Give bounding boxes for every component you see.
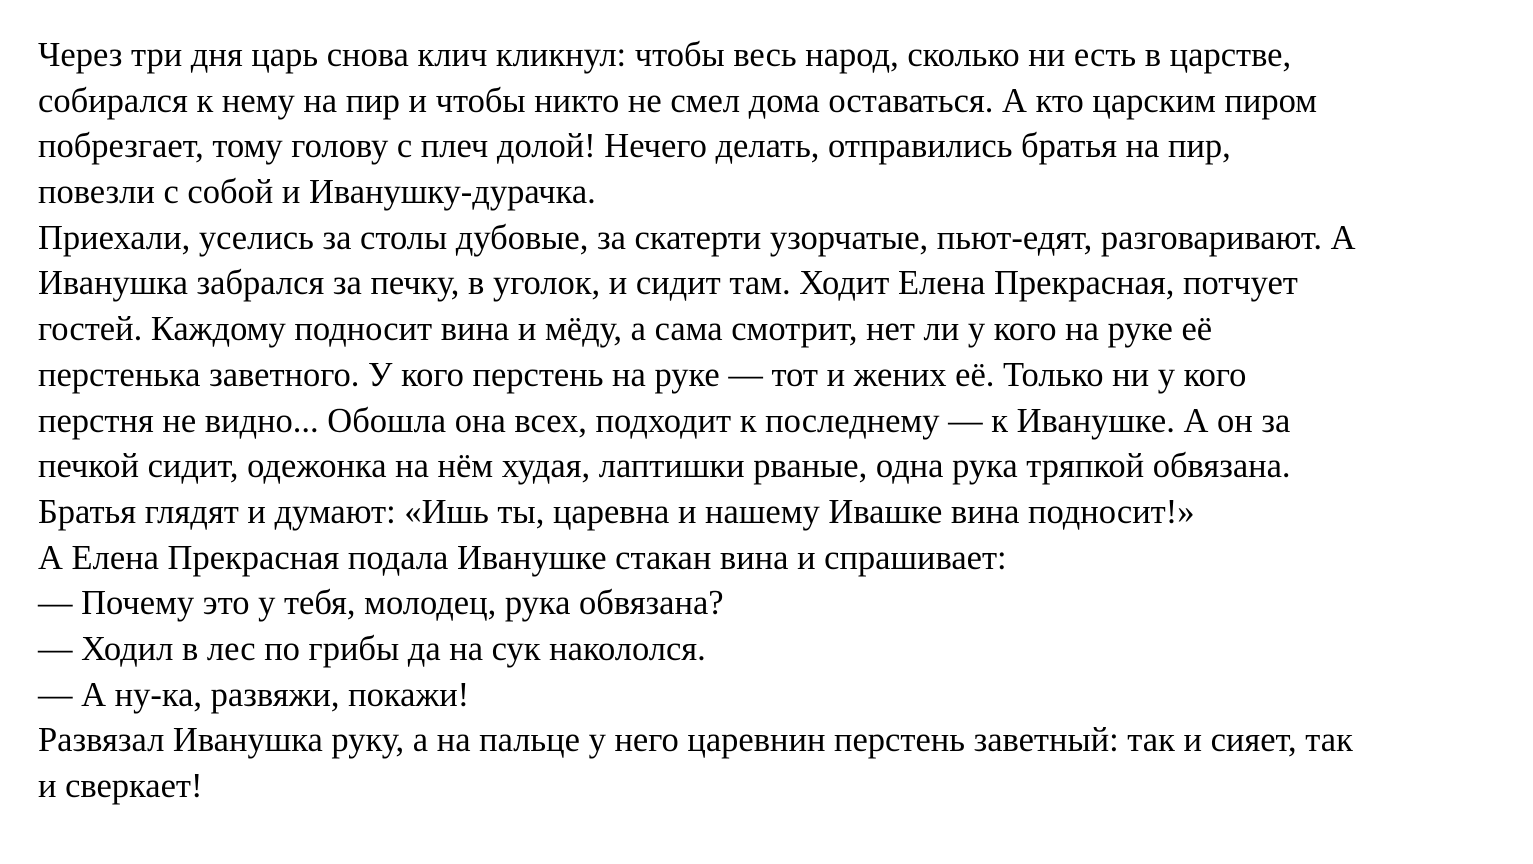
text-line: — Почему это у тебя, молодец, рука обвязана? — [38, 584, 724, 623]
text-line: печкой сидит, одежонка на нём худая, лаптишки рваные, одна рука тряпкой обвязана. — [38, 447, 1291, 486]
text-line: повезли с собой и Иванушку-дурачка. — [38, 173, 596, 212]
text-line: Через три дня царь снова клич кликнул: чтобы весь народ, сколько ни есть в царстве, — [38, 36, 1292, 74]
text-line: Иванушка забрался за печку, в уголок, и сидит там. Ходит Елена Прекрасная, потчует — [38, 264, 1298, 303]
text-line: и сверкает! — [38, 767, 203, 805]
text-line: — Ходил в лес по грибы да на сук накололся. — [38, 629, 706, 668]
text-line: А Елена Прекрасная подала Иванушке стакан вина и спрашивает: — [38, 538, 1007, 577]
document-text — [38, 33, 1513, 810]
text-line: — А ну-ка, развяжи, покажи! — [38, 675, 470, 714]
text-line: Развязал Иванушка руку, а на пальце у него царевнин перстень заветный: так и сияет, так — [38, 721, 1353, 760]
text-line: перстня не видно... Обошла она всех, подходит к последнему — к Иванушке. А он за — [38, 401, 1291, 440]
text-line: Приехали, уселись за столы дубовые, за скатерти узорчатые, пьют-едят, разговаривают. А — [38, 218, 1356, 257]
text-line: Братья глядят и думают: «Ишь ты, царевна и нашему Ивашке вина подносит!» — [38, 492, 1195, 531]
text-line: побрезгает, тому голову с плеч долой! Нечего делать, отправились братья на пир, — [38, 127, 1231, 166]
text-line: перстенька заветного. У кого перстень на руке — тот и жених её. Только ни у кого — [38, 355, 1247, 394]
text-line: собирался к нему на пир и чтобы никто не смел дома оставаться. А кто царским пиром — [38, 81, 1318, 120]
text-line: гостей. Каждому подносит вина и мёду, а сама смотрит, нет ли у кого на руке её — [38, 310, 1213, 349]
